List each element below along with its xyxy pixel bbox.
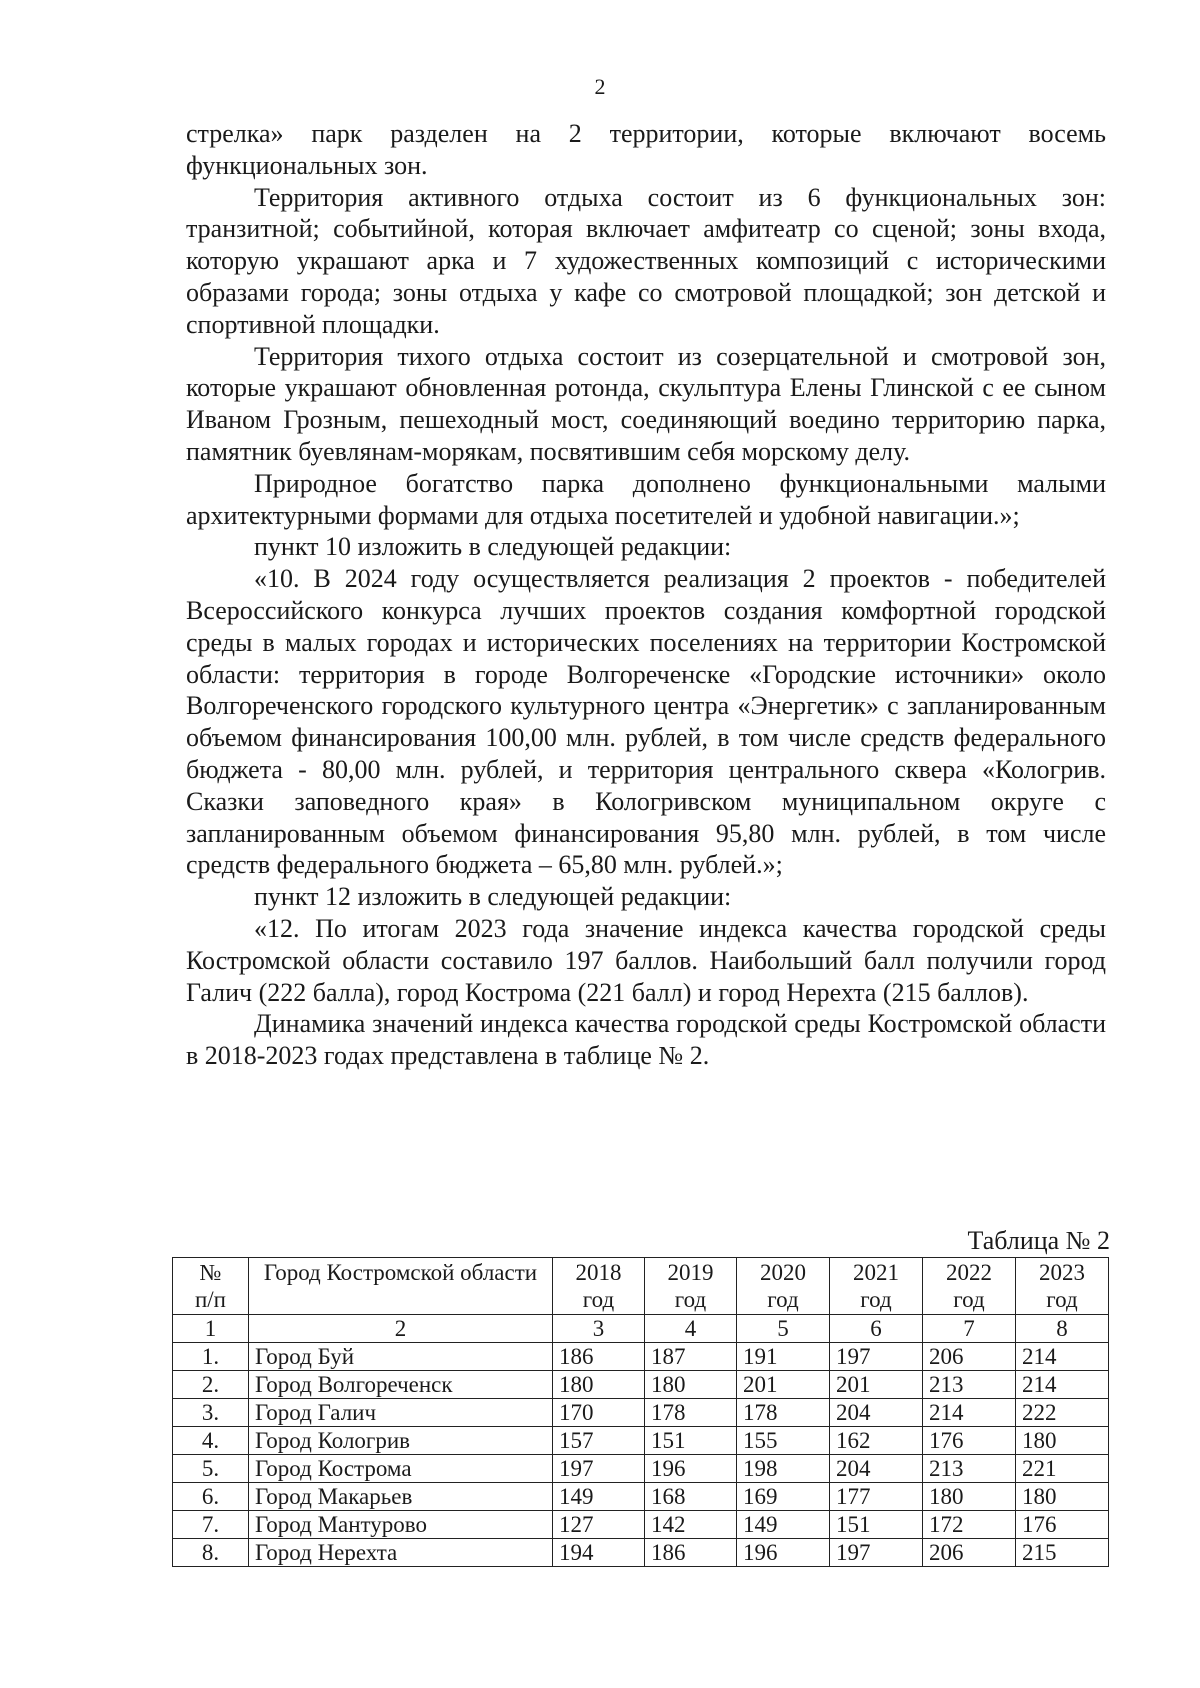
city-name: Город Макарьев [249, 1483, 553, 1511]
row-number: 8. [173, 1539, 249, 1567]
paragraph: «12. По итогам 2023 года значение индекса качества городской среды Костромской области составило 197 баллов. Наибольший балл получили город Галич (222 балла), город Кострома (221 балл) и город Нерехта (215 баллов). [186, 913, 1106, 1007]
index-value: 186 [553, 1343, 645, 1371]
table-row [173, 1539, 1109, 1567]
paragraph: «10. В 2024 году осуществляется реализация 2 проектов - победителей Всероссийского конкурса лучших проектов создания комфортной городской среды в малых городах и исторических поселениях на территории Костромской области: территория в городе Волгореченске «Городские источники» около Волгореченского городского культурного центра «Энергетик» с запланированным объемом финансирования 100,00 млн. рублей, в том числе средств федерального бюджета - 80,00 млн. рублей, и территория центрального сквера «Кологрив. Сказки заповедного края» в Кологривском муниципальном округе с запланированным объемом финансирования 95,80 млн. рублей, в том числе средств федерального бюджета – 65,80 млн. рублей.»; [186, 564, 1106, 880]
index-value: 180 [1016, 1483, 1109, 1511]
index-value: 168 [645, 1483, 737, 1511]
index-value: 180 [645, 1371, 737, 1399]
column-number: 7 [923, 1315, 1016, 1343]
index-value: 222 [1016, 1399, 1109, 1427]
city-name: Город Нерехта [249, 1539, 553, 1567]
paragraph: пункт 10 изложить в следующей редакции: [254, 532, 732, 562]
body-text [186, 118, 1106, 1072]
header-year-label: 2023 год [1039, 1260, 1085, 1312]
index-value: 142 [645, 1511, 737, 1539]
column-number: 5 [737, 1315, 830, 1343]
row-number: 3. [173, 1399, 249, 1427]
index-table [172, 1257, 1109, 1567]
index-value: 170 [553, 1399, 645, 1427]
index-value: 176 [923, 1427, 1016, 1455]
column-number: 8 [1016, 1315, 1109, 1343]
row-number: 2. [173, 1371, 249, 1399]
index-value: 187 [645, 1343, 737, 1371]
index-value: 204 [830, 1455, 923, 1483]
index-value: 149 [553, 1483, 645, 1511]
header-year-label: 2019 год [667, 1260, 714, 1312]
header-year [1016, 1258, 1109, 1315]
header-year-label: 2022 год [946, 1260, 992, 1312]
index-value: 180 [923, 1483, 1016, 1511]
index-value: 214 [1016, 1371, 1109, 1399]
row-number: 6. [173, 1483, 249, 1511]
table-row [173, 1511, 1109, 1539]
index-value: 155 [737, 1427, 830, 1455]
index-value: 191 [737, 1343, 830, 1371]
table-row [173, 1455, 1109, 1483]
paragraph: Динамика значений индекса качества городской среды Костромской области в 2018-2023 годах представлена в таблице № 2. [186, 1009, 1106, 1071]
index-value: 194 [553, 1539, 645, 1567]
paragraph: стрелка» парк разделен на 2 территории, которые включают восемь функциональных зон. [186, 119, 1106, 180]
header-year [923, 1258, 1016, 1315]
index-value: 197 [830, 1343, 923, 1371]
column-number: 3 [553, 1315, 645, 1343]
index-value: 213 [923, 1455, 1016, 1483]
index-value: 177 [830, 1483, 923, 1511]
header-year [737, 1258, 830, 1315]
index-value: 198 [737, 1455, 830, 1483]
index-value: 213 [923, 1371, 1016, 1399]
header-year-label: 2020 год [760, 1260, 806, 1312]
table-row [173, 1399, 1109, 1427]
index-value: 214 [923, 1399, 1016, 1427]
column-number: 4 [645, 1315, 737, 1343]
index-value: 157 [553, 1427, 645, 1455]
column-number: 2 [249, 1315, 553, 1343]
index-value: 127 [553, 1511, 645, 1539]
header-city [249, 1258, 553, 1315]
index-value: 206 [923, 1343, 1016, 1371]
header-num-label: № п/п [194, 1260, 226, 1312]
city-name: Город Галич [249, 1399, 553, 1427]
header-year [553, 1258, 645, 1315]
paragraph: Природное богатство парка дополнено функциональными малыми архитектурными формами для отдыха посетителей и удобной навигации.»; [186, 468, 1106, 530]
index-value: 197 [830, 1539, 923, 1567]
index-value: 221 [1016, 1455, 1109, 1483]
header-year [830, 1258, 923, 1315]
row-number: 5. [173, 1455, 249, 1483]
index-value: 214 [1016, 1343, 1109, 1371]
table-caption: Таблица № 2 [967, 1226, 1110, 1255]
table-header-row [173, 1258, 1109, 1315]
index-value: 215 [1016, 1539, 1109, 1567]
column-number: 1 [173, 1315, 249, 1343]
header-num [173, 1258, 249, 1315]
index-value: 196 [645, 1455, 737, 1483]
paragraph: Территория тихого отдыха состоит из созерцательной и смотровой зон, которые украшают обновленная ротонда, скульптура Елены Глинской с ее сыном Иваном Грозным, пешеходный мост, соединяющий воедино территорию парка, памятник буевлянам-морякам, посвятившим себя морскому делу. [186, 341, 1106, 466]
index-value: 172 [923, 1511, 1016, 1539]
header-city-label: Город Костромской области [263, 1260, 538, 1285]
row-number: 1. [173, 1343, 249, 1371]
index-value: 186 [645, 1539, 737, 1567]
header-year-label: 2021 год [853, 1260, 899, 1312]
index-value: 197 [553, 1455, 645, 1483]
header-year [645, 1258, 737, 1315]
table-row [173, 1371, 1109, 1399]
index-value: 206 [923, 1539, 1016, 1567]
table-row [173, 1427, 1109, 1455]
index-value: 151 [830, 1511, 923, 1539]
city-name: Город Кологрив [249, 1427, 553, 1455]
table-row [173, 1343, 1109, 1371]
paragraph: пункт 12 изложить в следующей редакции: [254, 882, 732, 912]
index-value: 176 [1016, 1511, 1109, 1539]
row-number: 7. [173, 1511, 249, 1539]
index-value: 204 [830, 1399, 923, 1427]
index-value: 169 [737, 1483, 830, 1511]
index-value: 178 [645, 1399, 737, 1427]
index-value: 196 [737, 1539, 830, 1567]
index-value: 149 [737, 1511, 830, 1539]
column-number: 6 [830, 1315, 923, 1343]
index-value: 162 [830, 1427, 923, 1455]
header-year-label: 2018 год [575, 1260, 622, 1312]
index-value: 201 [830, 1371, 923, 1399]
index-value: 151 [645, 1427, 737, 1455]
index-value: 178 [737, 1399, 830, 1427]
city-name: Город Буй [249, 1343, 553, 1371]
page-number: 2 [594, 74, 606, 99]
table-body [173, 1343, 1109, 1567]
city-name: Город Мантурово [249, 1511, 553, 1539]
index-value: 201 [737, 1371, 830, 1399]
paragraph: Территория активного отдыха состоит из 6 функциональных зон: транзитной; событийной, которая включает амфитеатр со сценой; зоны входа, которую украшают арка и 7 художественных композиций с историческими образами города; зоны отдыха у кафе со смотровой площадкой; зон детской и спортивной площадки. [186, 182, 1106, 339]
column-number-row [173, 1315, 1109, 1343]
row-number: 4. [173, 1427, 249, 1455]
city-name: Город Кострома [249, 1455, 553, 1483]
index-value: 180 [553, 1371, 645, 1399]
city-name: Город Волгореченск [249, 1371, 553, 1399]
index-value: 180 [1016, 1427, 1109, 1455]
table-row [173, 1483, 1109, 1511]
